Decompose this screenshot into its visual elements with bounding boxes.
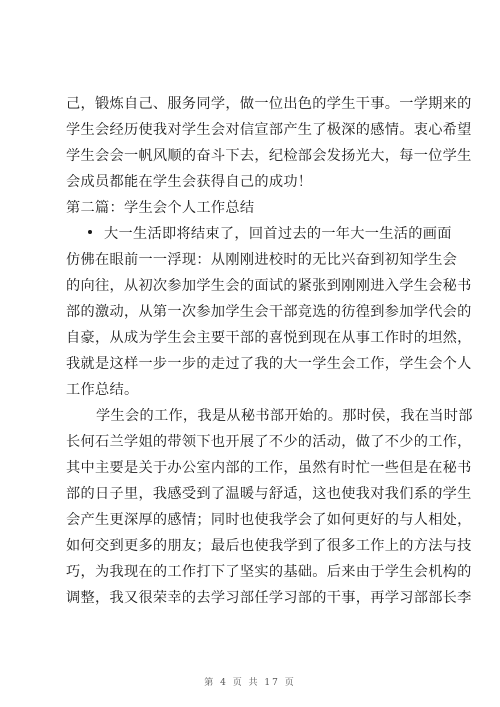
text-line: 其中主要是关于办公室内部的工作，虽然有时忙一些但是在秘书: [66, 460, 472, 476]
text-line: 会成员都能在学生会获得自己的成功！: [66, 174, 313, 190]
section-heading: 第二篇：学生会个人工作总结: [66, 200, 255, 216]
text-line: 仿佛在眼前一一浮现：从刚刚进校时的无比兴奋到初知学生会: [66, 252, 458, 268]
page-number-footer: 第 4 页 共 17 页: [204, 678, 296, 688]
text-line: 调整，我又很荣幸的去学习部任学习部的干事，再学习部部长李: [66, 590, 472, 606]
text-line: 自豪，从成为学生会主要干部的喜悦到现在从事工作时的坦然，: [66, 330, 472, 346]
text-line-first: 学生会的工作，我是从秘书部开始的。那时侯，我在当时部: [96, 408, 473, 424]
paragraph-continued: [66, 91, 472, 195]
paragraph-body: [66, 403, 473, 611]
text-line: 部的日子里，我感受到了温暖与舒适，这也使我对我们系的学生: [66, 486, 472, 502]
text-line: 学生会经历使我对学生会对信宣部产生了极深的感情。衷心希望: [66, 122, 472, 138]
section-heading-block: [66, 195, 446, 221]
text-line: 己，锻炼自己、服务同学，做一位出色的学生干事。一学期来的: [66, 96, 472, 112]
text-line-first: [66, 221, 452, 247]
text-line: 巧，为我现在的工作打下了坚实的基础。后来由于学生会机构的: [66, 564, 472, 580]
text-line-content: 大一生活即将结束了，回首过去的一年大一生活的画面: [104, 226, 452, 242]
text-line: 学生会会一帆风顺的奋斗下去，纪检部会发扬光大，每一位学生: [66, 148, 472, 164]
text-line: 部的激动，从第一次参加学生会干部竞选的彷徨到参加学代会的: [66, 304, 472, 320]
paragraph-bulleted: [66, 221, 472, 403]
text-line: 如何交到更多的朋友；最后也使我学到了很多工作上的方法与技: [66, 538, 472, 554]
bullet-icon: [88, 230, 92, 234]
text-line: 的向往，从初次参加学生会的面试的紧张到刚刚进入学生会秘书: [66, 278, 472, 294]
text-line: 会产生更深厚的感情；同时也使我学会了如何更好的与人相处，: [66, 512, 472, 528]
text-line: 长何石兰学姐的带领下也开展了不少的活动，做了不少的工作，: [66, 434, 472, 450]
text-line: 我就是这样一步一步的走过了我的大一学生会工作，学生会个人: [66, 356, 472, 372]
text-line: 工作总结。: [66, 382, 139, 398]
